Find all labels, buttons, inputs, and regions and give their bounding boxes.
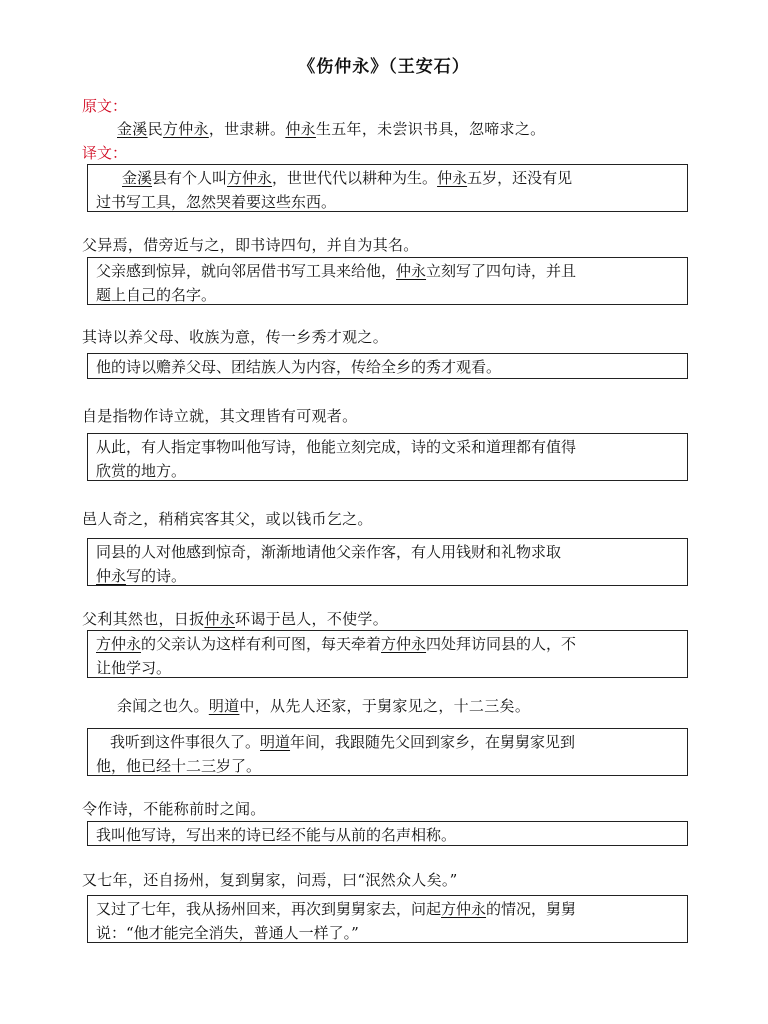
translation-box-6: 方仲永的父亲认为这样有利可图，每天牵着方仲永四处拜访同县的人，不 让他学习。 (87, 630, 688, 678)
original-line-8: 令作诗，不能称前时之闻。 (82, 800, 266, 818)
original-label: 原文： (82, 97, 128, 115)
translation-label: 译文： (82, 144, 128, 162)
page-title: 《伤仲永》（王安石） (298, 57, 470, 77)
original-line-9: 又七年，还自扬州，复到舅家，问焉，曰“泯然众人矣。” (82, 871, 458, 889)
translation-box-1: 金溪县有个人叫方仲永，世世代代以耕种为生。仲永五岁，还没有见 过书写工具，忽然哭着要这些东西。 (87, 164, 688, 212)
original-line-4: 自是指物作诗立就，其文理皆有可观者。 (82, 407, 358, 425)
translation-box-2: 父亲感到惊异，就向邻居借书写工具来给他，仲永立刻写了四句诗，并且 题上自己的名字。 (87, 257, 688, 305)
translation-box-9: 又过了七年，我从扬州回来，再次到舅舅家去，问起方仲永的情况，舅舅 说：“他才能完全消失，普通人一样了。” (87, 895, 688, 943)
translation-box-8: 我叫他写诗，写出来的诗已经不能与从前的名声相称。 (87, 821, 688, 846)
original-line-6: 父利其然也，日扳仲永环谒于邑人，不使学。 (82, 610, 389, 628)
translation-box-3: 他的诗以赡养父母、团结族人为内容，传给全乡的秀才观看。 (87, 353, 688, 379)
original-line-3: 其诗以养父母、收族为意，传一乡秀才观之。 (82, 328, 389, 346)
translation-box-4: 从此，有人指定事物叫他写诗，他能立刻完成，诗的文采和道理都有值得 欣赏的地方。 (87, 433, 688, 481)
original-line-5: 邑人奇之，稍稍宾客其父，或以钱币乞之。 (82, 510, 373, 528)
original-line-7: 余闻之也久。明道中，从先人还家，于舅家见之，十二三矣。 (117, 697, 531, 715)
original-line-2: 父异焉，借旁近与之，即书诗四句，并自为其名。 (82, 236, 419, 254)
translation-box-5: 同县的人对他感到惊奇，渐渐地请他父亲作客，有人用钱财和礼物求取 仲永写的诗。 (87, 538, 688, 586)
translation-box-7: 我听到这件事很久了。明道年间，我跟随先父回到家乡，在舅舅家见到 他，他已经十二三岁了。 (87, 728, 688, 776)
original-line-1: 金溪民方仲永，世隶耕。仲永生五年，未尝识书具，忽啼求之。 (117, 120, 546, 138)
